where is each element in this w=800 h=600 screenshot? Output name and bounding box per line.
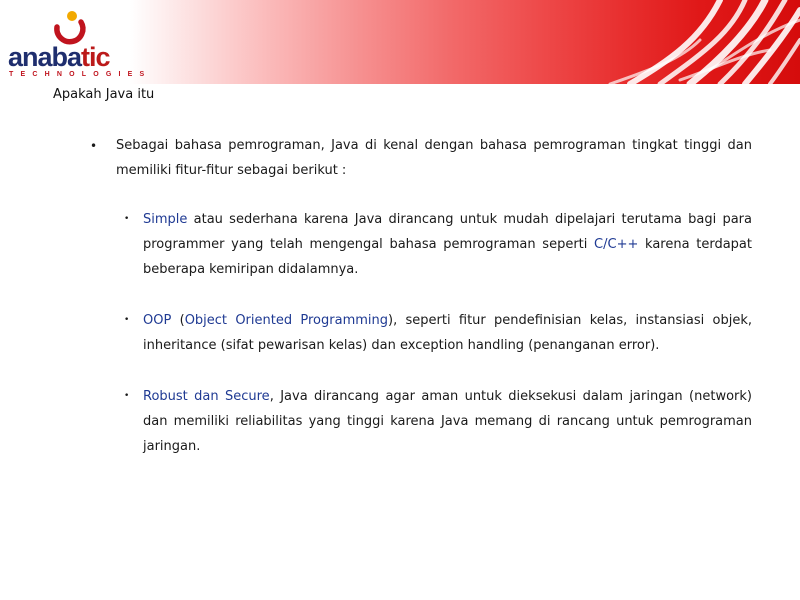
feature-description: atau sederhana karena Java dirancang untuk mudah dipelajari terutama bagi para programmer yang telah mengengal bahasa pemrograman seperti: [143, 212, 752, 252]
feature-description-end: karena terdapat beberapa kemiripan didalamnya.: [143, 237, 752, 277]
intro-text: Sebagai bahasa pemrograman, Java di kenal dengan bahasa pemrograman tingkat tinggi dan memiliki fitur-fitur sebagai berikut :: [116, 138, 752, 178]
feature-item-robust: [124, 384, 752, 459]
feature-keyword: Robust dan Secure: [143, 389, 270, 404]
logo-wordmark: [8, 44, 110, 71]
feature-description: (: [171, 313, 185, 328]
slide-title: Apakah Java itu: [53, 87, 155, 102]
logo-tagline: TECHNOLOGIES: [9, 71, 152, 78]
feature-keyword-secondary: Object Oriented Programming: [184, 313, 389, 328]
company-logo: [0, 0, 152, 84]
feature-text: [143, 308, 752, 358]
feature-item-simple: [124, 207, 752, 282]
feature-description-end: ), seperti fitur pendefinisian kelas, instansiasi objek, inheritance (sifat pewarisan kelas) dan exception handling (penanganan error).: [143, 313, 752, 353]
feature-description: , Java dirancang agar aman untuk dieksekusi dalam jaringan (network) dan memiliki reliabilitas yang tinggi karena Java memang di rancang untuk pemrograman jaringan.: [143, 389, 752, 454]
sub-bullet-icon: •: [124, 315, 130, 325]
feature-item-oop: [124, 308, 752, 358]
sub-bullet-icon: •: [124, 214, 130, 224]
feature-text: [143, 207, 752, 282]
feature-keyword-secondary: C/C++: [594, 237, 639, 252]
logo-wordmark-part-b: tic: [81, 42, 110, 72]
feature-keyword: Simple: [143, 212, 188, 227]
intro-list-item: [90, 134, 752, 183]
logo-wordmark-part-a: anaba: [8, 42, 82, 72]
sub-bullet-icon: •: [124, 391, 130, 401]
decorative-ribbon-graphic: [570, 0, 800, 84]
feature-keyword: OOP: [143, 313, 172, 328]
bullet-icon: •: [90, 139, 98, 153]
feature-text: [143, 384, 752, 459]
